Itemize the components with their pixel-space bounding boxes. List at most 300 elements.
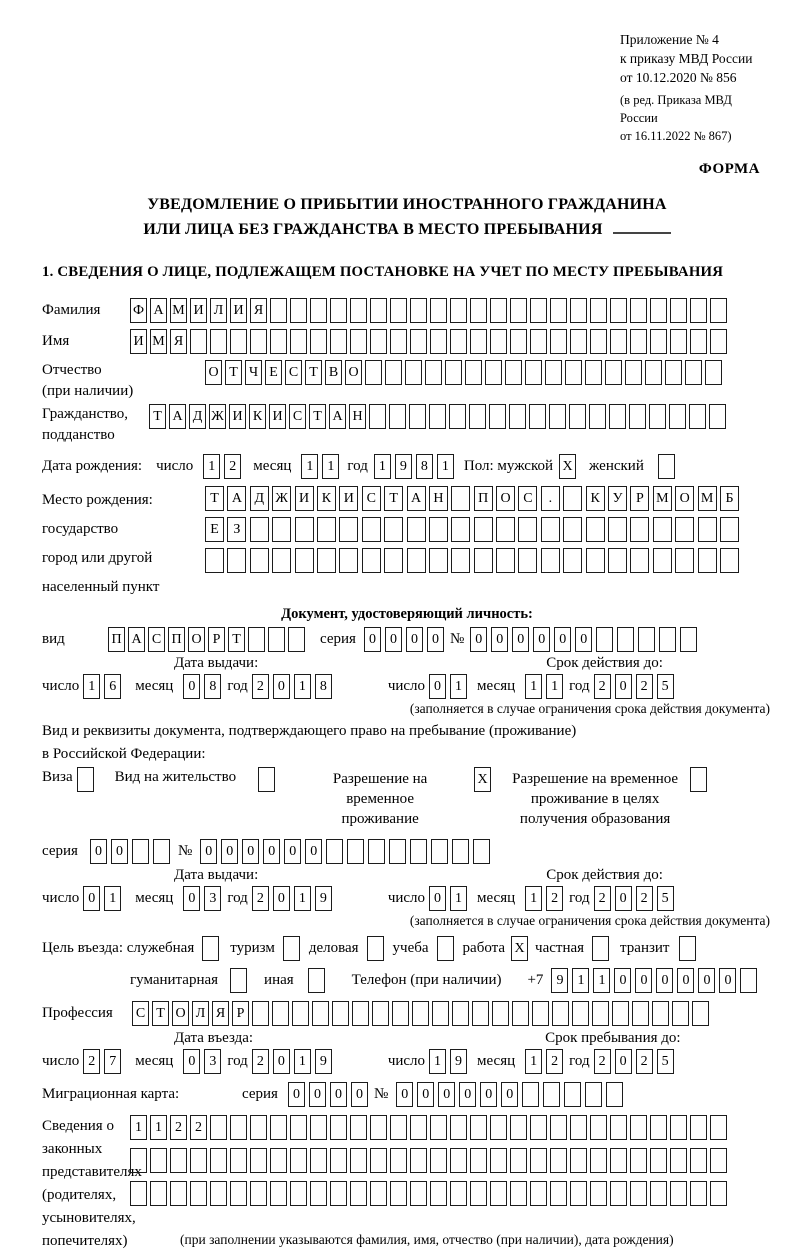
char-cell[interactable]: 5: [657, 674, 674, 699]
char-cell[interactable]: 7: [104, 1049, 121, 1074]
char-cell[interactable]: 2: [546, 1049, 563, 1074]
citizenship-cells[interactable]: [149, 404, 729, 429]
char-cell[interactable]: Ч: [245, 360, 262, 385]
char-cell[interactable]: [652, 1001, 669, 1026]
char-cell[interactable]: 1: [572, 968, 589, 993]
char-cell[interactable]: [465, 360, 482, 385]
char-cell[interactable]: [470, 1181, 487, 1206]
char-cell[interactable]: 1: [294, 674, 311, 699]
char-cell[interactable]: 1: [450, 886, 467, 911]
char-cell[interactable]: Н: [349, 404, 366, 429]
char-cell[interactable]: [690, 329, 707, 354]
char-cell[interactable]: 9: [315, 1049, 332, 1074]
char-cell[interactable]: [202, 936, 219, 961]
char-cell[interactable]: [429, 548, 448, 573]
char-cell[interactable]: [409, 404, 426, 429]
char-cell[interactable]: [630, 1181, 647, 1206]
char-cell[interactable]: [650, 1181, 667, 1206]
char-cell[interactable]: Н: [429, 486, 448, 511]
char-cell[interactable]: [605, 360, 622, 385]
char-cell[interactable]: [690, 1148, 707, 1173]
char-cell[interactable]: П: [108, 627, 125, 652]
char-cell[interactable]: Т: [205, 486, 224, 511]
char-cell[interactable]: С: [285, 360, 302, 385]
char-cell[interactable]: 9: [450, 1049, 467, 1074]
purpose-other-checkbox[interactable]: [308, 968, 328, 993]
char-cell[interactable]: [230, 329, 247, 354]
birth-day-cells[interactable]: [203, 454, 245, 479]
id-valid-day-cells[interactable]: [429, 674, 471, 699]
legal-reps-cells-row3[interactable]: [130, 1181, 730, 1206]
char-cell[interactable]: [270, 1148, 287, 1173]
char-cell[interactable]: [658, 454, 675, 479]
char-cell[interactable]: [505, 360, 522, 385]
char-cell[interactable]: [370, 298, 387, 323]
char-cell[interactable]: [509, 404, 526, 429]
char-cell[interactable]: [650, 1148, 667, 1173]
stay-month-cells[interactable]: [525, 1049, 567, 1074]
char-cell[interactable]: [563, 517, 582, 542]
char-cell[interactable]: [570, 329, 587, 354]
char-cell[interactable]: [390, 1115, 407, 1140]
char-cell[interactable]: [650, 1115, 667, 1140]
char-cell[interactable]: [638, 627, 655, 652]
char-cell[interactable]: 0: [288, 1082, 305, 1107]
char-cell[interactable]: 0: [263, 839, 280, 864]
char-cell[interactable]: Ф: [130, 298, 147, 323]
char-cell[interactable]: [330, 1115, 347, 1140]
char-cell[interactable]: 0: [111, 839, 128, 864]
char-cell[interactable]: [384, 517, 403, 542]
birth-place-cells-row2[interactable]: [205, 517, 742, 542]
char-cell[interactable]: [669, 404, 686, 429]
char-cell[interactable]: [690, 1115, 707, 1140]
char-cell[interactable]: 0: [615, 1049, 632, 1074]
birth-place-cells-row3[interactable]: [205, 548, 742, 573]
char-cell[interactable]: Т: [225, 360, 242, 385]
char-cell[interactable]: А: [407, 486, 426, 511]
char-cell[interactable]: [250, 329, 267, 354]
char-cell[interactable]: 2: [170, 1115, 187, 1140]
char-cell[interactable]: [630, 517, 649, 542]
char-cell[interactable]: [330, 1148, 347, 1173]
char-cell[interactable]: [570, 1181, 587, 1206]
char-cell[interactable]: Т: [228, 627, 245, 652]
char-cell[interactable]: И: [190, 298, 207, 323]
permit-number-cells[interactable]: [200, 839, 494, 864]
id-issue-year-cells[interactable]: [252, 674, 336, 699]
char-cell[interactable]: Д: [250, 486, 269, 511]
char-cell[interactable]: 3: [204, 1049, 221, 1074]
char-cell[interactable]: 1: [525, 674, 542, 699]
char-cell[interactable]: Л: [192, 1001, 209, 1026]
char-cell[interactable]: [510, 1181, 527, 1206]
char-cell[interactable]: И: [269, 404, 286, 429]
legal-reps-cells-row2[interactable]: [130, 1148, 730, 1173]
char-cell[interactable]: [410, 1148, 427, 1173]
char-cell[interactable]: Б: [720, 486, 739, 511]
char-cell[interactable]: Д: [189, 404, 206, 429]
char-cell[interactable]: [485, 360, 502, 385]
char-cell[interactable]: А: [329, 404, 346, 429]
doc-number-cells[interactable]: [470, 627, 701, 652]
char-cell[interactable]: [290, 329, 307, 354]
char-cell[interactable]: [689, 404, 706, 429]
char-cell[interactable]: О: [172, 1001, 189, 1026]
char-cell[interactable]: И: [229, 404, 246, 429]
phone-cells[interactable]: [551, 968, 761, 993]
birth-place-cells-row1[interactable]: [205, 486, 742, 511]
surname-cells[interactable]: [130, 298, 730, 323]
char-cell[interactable]: [290, 1181, 307, 1206]
char-cell[interactable]: [317, 548, 336, 573]
char-cell[interactable]: [552, 1001, 569, 1026]
char-cell[interactable]: [541, 548, 560, 573]
id-issue-day-cells[interactable]: [83, 674, 125, 699]
char-cell[interactable]: [295, 517, 314, 542]
char-cell[interactable]: [77, 767, 94, 792]
char-cell[interactable]: [437, 936, 454, 961]
char-cell[interactable]: [270, 329, 287, 354]
char-cell[interactable]: [470, 1148, 487, 1173]
char-cell[interactable]: [332, 1001, 349, 1026]
char-cell[interactable]: [525, 360, 542, 385]
legal-reps-cells-row1[interactable]: [130, 1115, 730, 1140]
char-cell[interactable]: А: [227, 486, 246, 511]
char-cell[interactable]: [153, 839, 170, 864]
char-cell[interactable]: [692, 1001, 709, 1026]
stay-year-cells[interactable]: [594, 1049, 678, 1074]
char-cell[interactable]: 0: [438, 1082, 455, 1107]
char-cell[interactable]: X: [474, 767, 491, 792]
char-cell[interactable]: 2: [546, 886, 563, 911]
char-cell[interactable]: [670, 1181, 687, 1206]
char-cell[interactable]: [317, 517, 336, 542]
char-cell[interactable]: Т: [384, 486, 403, 511]
char-cell[interactable]: [645, 360, 662, 385]
residence-permit-checkbox[interactable]: [258, 767, 278, 792]
char-cell[interactable]: 1: [525, 886, 542, 911]
char-cell[interactable]: [625, 360, 642, 385]
char-cell[interactable]: 9: [551, 968, 568, 993]
char-cell[interactable]: [543, 1082, 560, 1107]
char-cell[interactable]: О: [345, 360, 362, 385]
char-cell[interactable]: [390, 1148, 407, 1173]
char-cell[interactable]: И: [130, 329, 147, 354]
migration-number-cells[interactable]: [396, 1082, 627, 1107]
char-cell[interactable]: X: [559, 454, 576, 479]
char-cell[interactable]: [326, 839, 343, 864]
char-cell[interactable]: [522, 1082, 539, 1107]
char-cell[interactable]: Ж: [272, 486, 291, 511]
char-cell[interactable]: 0: [183, 1049, 200, 1074]
char-cell[interactable]: [490, 298, 507, 323]
temp-permit-checkbox[interactable]: [474, 767, 494, 792]
char-cell[interactable]: [389, 839, 406, 864]
char-cell[interactable]: Р: [630, 486, 649, 511]
char-cell[interactable]: [230, 968, 247, 993]
char-cell[interactable]: [492, 1001, 509, 1026]
id-issue-month-cells[interactable]: [183, 674, 225, 699]
char-cell[interactable]: [250, 1115, 267, 1140]
char-cell[interactable]: [630, 1148, 647, 1173]
char-cell[interactable]: 0: [470, 627, 487, 652]
char-cell[interactable]: 0: [512, 627, 529, 652]
char-cell[interactable]: [310, 1181, 327, 1206]
char-cell[interactable]: 0: [459, 1082, 476, 1107]
char-cell[interactable]: 8: [416, 454, 433, 479]
char-cell[interactable]: [270, 1115, 287, 1140]
char-cell[interactable]: [490, 1148, 507, 1173]
char-cell[interactable]: [410, 329, 427, 354]
char-cell[interactable]: [672, 1001, 689, 1026]
char-cell[interactable]: [170, 1148, 187, 1173]
char-cell[interactable]: 0: [615, 674, 632, 699]
char-cell[interactable]: [710, 329, 727, 354]
char-cell[interactable]: [612, 1001, 629, 1026]
permit-issue-day-cells[interactable]: [83, 886, 125, 911]
char-cell[interactable]: [430, 1148, 447, 1173]
char-cell[interactable]: [385, 360, 402, 385]
patronymic-cells[interactable]: [205, 360, 725, 385]
char-cell[interactable]: [490, 1181, 507, 1206]
char-cell[interactable]: 0: [533, 627, 550, 652]
char-cell[interactable]: [390, 298, 407, 323]
char-cell[interactable]: 0: [575, 627, 592, 652]
char-cell[interactable]: [550, 1115, 567, 1140]
char-cell[interactable]: Я: [170, 329, 187, 354]
char-cell[interactable]: [585, 1082, 602, 1107]
char-cell[interactable]: [510, 1148, 527, 1173]
char-cell[interactable]: [518, 548, 537, 573]
char-cell[interactable]: О: [675, 486, 694, 511]
char-cell[interactable]: 0: [90, 839, 107, 864]
char-cell[interactable]: [230, 1115, 247, 1140]
char-cell[interactable]: [550, 1148, 567, 1173]
char-cell[interactable]: [268, 627, 285, 652]
char-cell[interactable]: [590, 1115, 607, 1140]
char-cell[interactable]: [390, 1181, 407, 1206]
char-cell[interactable]: [210, 329, 227, 354]
char-cell[interactable]: 0: [273, 674, 290, 699]
char-cell[interactable]: [330, 298, 347, 323]
char-cell[interactable]: [530, 1181, 547, 1206]
char-cell[interactable]: [272, 517, 291, 542]
char-cell[interactable]: 9: [395, 454, 412, 479]
char-cell[interactable]: [532, 1001, 549, 1026]
char-cell[interactable]: [570, 1115, 587, 1140]
char-cell[interactable]: [586, 517, 605, 542]
char-cell[interactable]: [451, 486, 470, 511]
char-cell[interactable]: 0: [183, 674, 200, 699]
char-cell[interactable]: 1: [437, 454, 454, 479]
char-cell[interactable]: [720, 548, 739, 573]
char-cell[interactable]: К: [586, 486, 605, 511]
char-cell[interactable]: [250, 517, 269, 542]
char-cell[interactable]: [649, 404, 666, 429]
char-cell[interactable]: Т: [149, 404, 166, 429]
permit-issue-month-cells[interactable]: [183, 886, 225, 911]
char-cell[interactable]: К: [317, 486, 336, 511]
char-cell[interactable]: [496, 517, 515, 542]
char-cell[interactable]: 0: [677, 968, 694, 993]
char-cell[interactable]: [352, 1001, 369, 1026]
char-cell[interactable]: [258, 767, 275, 792]
id-valid-year-cells[interactable]: [594, 674, 678, 699]
char-cell[interactable]: 1: [130, 1115, 147, 1140]
char-cell[interactable]: 0: [635, 968, 652, 993]
char-cell[interactable]: 1: [374, 454, 391, 479]
char-cell[interactable]: [608, 517, 627, 542]
char-cell[interactable]: [430, 329, 447, 354]
char-cell[interactable]: [370, 1148, 387, 1173]
char-cell[interactable]: [367, 936, 384, 961]
char-cell[interactable]: 6: [104, 674, 121, 699]
char-cell[interactable]: 1: [203, 454, 220, 479]
char-cell[interactable]: [430, 298, 447, 323]
profession-cells[interactable]: [132, 1001, 712, 1026]
char-cell[interactable]: [250, 1148, 267, 1173]
char-cell[interactable]: [473, 839, 490, 864]
purpose-business-checkbox[interactable]: [367, 936, 387, 961]
char-cell[interactable]: [592, 1001, 609, 1026]
char-cell[interactable]: [698, 517, 717, 542]
char-cell[interactable]: [272, 1001, 289, 1026]
char-cell[interactable]: 8: [204, 674, 221, 699]
char-cell[interactable]: [710, 1115, 727, 1140]
char-cell[interactable]: [586, 548, 605, 573]
sex-male-checkbox[interactable]: [559, 454, 579, 479]
char-cell[interactable]: [350, 298, 367, 323]
char-cell[interactable]: О: [188, 627, 205, 652]
char-cell[interactable]: [290, 1148, 307, 1173]
purpose-work-checkbox[interactable]: [511, 936, 531, 961]
char-cell[interactable]: Р: [208, 627, 225, 652]
birth-month-cells[interactable]: [301, 454, 343, 479]
char-cell[interactable]: 0: [480, 1082, 497, 1107]
char-cell[interactable]: [549, 404, 566, 429]
char-cell[interactable]: [431, 839, 448, 864]
char-cell[interactable]: 0: [200, 839, 217, 864]
char-cell[interactable]: [679, 936, 696, 961]
char-cell[interactable]: [630, 298, 647, 323]
char-cell[interactable]: 1: [104, 886, 121, 911]
char-cell[interactable]: [665, 360, 682, 385]
char-cell[interactable]: [489, 404, 506, 429]
char-cell[interactable]: [347, 839, 364, 864]
purpose-study-checkbox[interactable]: [437, 936, 457, 961]
char-cell[interactable]: 1: [83, 674, 100, 699]
char-cell[interactable]: [610, 1181, 627, 1206]
char-cell[interactable]: [617, 627, 634, 652]
char-cell[interactable]: [590, 329, 607, 354]
char-cell[interactable]: 2: [252, 1049, 269, 1074]
char-cell[interactable]: [449, 404, 466, 429]
char-cell[interactable]: [690, 298, 707, 323]
char-cell[interactable]: 2: [252, 674, 269, 699]
char-cell[interactable]: [290, 298, 307, 323]
char-cell[interactable]: [572, 1001, 589, 1026]
char-cell[interactable]: [310, 329, 327, 354]
char-cell[interactable]: [585, 360, 602, 385]
char-cell[interactable]: М: [170, 298, 187, 323]
char-cell[interactable]: [670, 1148, 687, 1173]
char-cell[interactable]: [230, 1181, 247, 1206]
char-cell[interactable]: [550, 298, 567, 323]
char-cell[interactable]: 1: [450, 674, 467, 699]
char-cell[interactable]: [252, 1001, 269, 1026]
char-cell[interactable]: [698, 548, 717, 573]
char-cell[interactable]: [510, 329, 527, 354]
char-cell[interactable]: [310, 298, 327, 323]
char-cell[interactable]: [310, 1115, 327, 1140]
char-cell[interactable]: [370, 329, 387, 354]
char-cell[interactable]: 0: [501, 1082, 518, 1107]
char-cell[interactable]: 0: [554, 627, 571, 652]
char-cell[interactable]: Е: [265, 360, 282, 385]
char-cell[interactable]: [530, 329, 547, 354]
char-cell[interactable]: 1: [150, 1115, 167, 1140]
char-cell[interactable]: [510, 1115, 527, 1140]
char-cell[interactable]: [610, 329, 627, 354]
char-cell[interactable]: [190, 1181, 207, 1206]
char-cell[interactable]: [445, 360, 462, 385]
permit-series-cells[interactable]: [90, 839, 174, 864]
char-cell[interactable]: Т: [152, 1001, 169, 1026]
purpose-tourism-checkbox[interactable]: [283, 936, 303, 961]
char-cell[interactable]: К: [249, 404, 266, 429]
char-cell[interactable]: [710, 1181, 727, 1206]
char-cell[interactable]: 0: [284, 839, 301, 864]
char-cell[interactable]: [389, 404, 406, 429]
char-cell[interactable]: X: [511, 936, 528, 961]
char-cell[interactable]: 0: [305, 839, 322, 864]
char-cell[interactable]: [563, 548, 582, 573]
char-cell[interactable]: [590, 1148, 607, 1173]
char-cell[interactable]: [130, 1148, 147, 1173]
char-cell[interactable]: [690, 767, 707, 792]
char-cell[interactable]: 0: [406, 627, 423, 652]
char-cell[interactable]: [410, 839, 427, 864]
char-cell[interactable]: [410, 1181, 427, 1206]
char-cell[interactable]: [470, 1115, 487, 1140]
char-cell[interactable]: [310, 1148, 327, 1173]
char-cell[interactable]: [330, 329, 347, 354]
char-cell[interactable]: 2: [636, 674, 653, 699]
char-cell[interactable]: 0: [83, 886, 100, 911]
char-cell[interactable]: И: [295, 486, 314, 511]
purpose-official-checkbox[interactable]: [202, 936, 222, 961]
char-cell[interactable]: 1: [593, 968, 610, 993]
char-cell[interactable]: [659, 627, 676, 652]
char-cell[interactable]: [362, 517, 381, 542]
char-cell[interactable]: [740, 968, 757, 993]
edu-permit-checkbox[interactable]: [690, 767, 710, 792]
char-cell[interactable]: [608, 548, 627, 573]
char-cell[interactable]: [350, 1115, 367, 1140]
char-cell[interactable]: 0: [309, 1082, 326, 1107]
char-cell[interactable]: [541, 517, 560, 542]
char-cell[interactable]: [490, 1115, 507, 1140]
char-cell[interactable]: 0: [429, 674, 446, 699]
char-cell[interactable]: 2: [636, 886, 653, 911]
char-cell[interactable]: 0: [385, 627, 402, 652]
char-cell[interactable]: [405, 360, 422, 385]
char-cell[interactable]: 8: [315, 674, 332, 699]
visa-checkbox[interactable]: [77, 767, 97, 792]
char-cell[interactable]: [450, 1115, 467, 1140]
char-cell[interactable]: [270, 1181, 287, 1206]
